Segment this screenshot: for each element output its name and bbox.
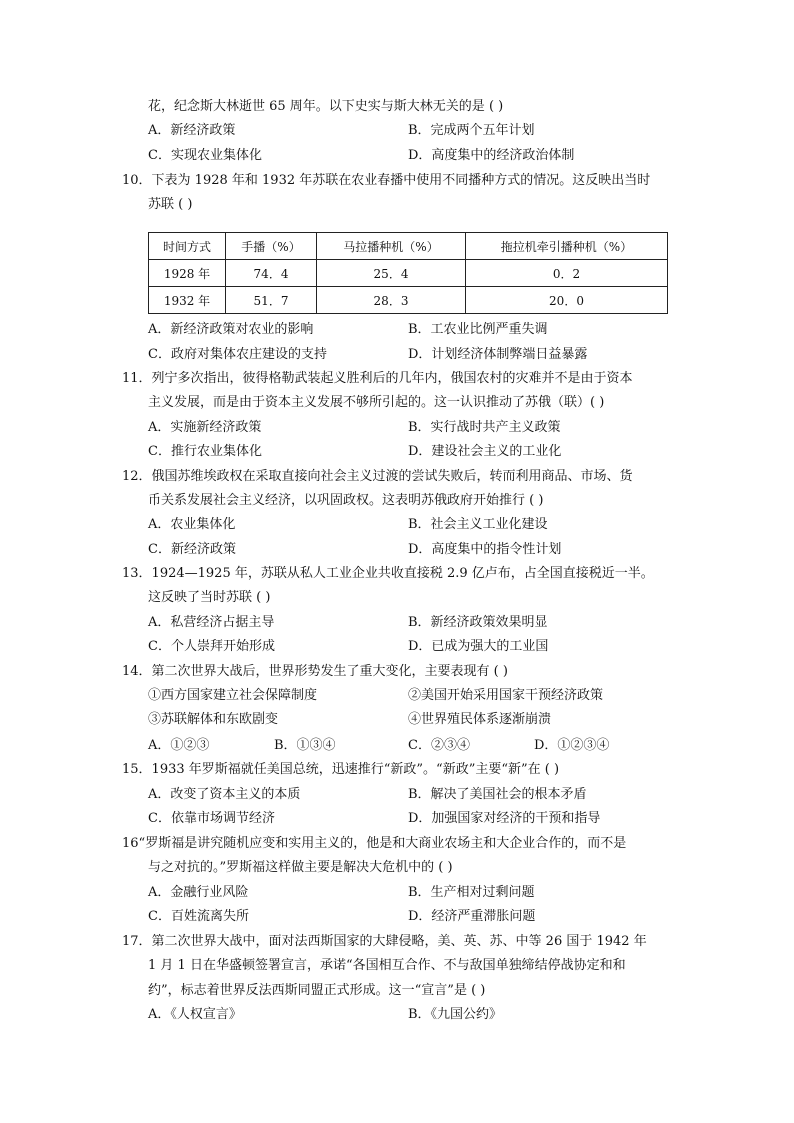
q12-option-b[interactable]: B．社会主义工业化建设 <box>408 517 548 532</box>
q9-option-c[interactable]: C．实现农业集体化 <box>148 148 262 163</box>
q13-option-a[interactable]: A．私营经济占据主导 <box>148 615 275 630</box>
q9-option-b[interactable]: B．完成两个五年计划 <box>408 123 535 138</box>
q17-stem-line2: 1 月 1 日在华盛顿签署宣言，承诺“各国相互合作、不与敌国单独缔结停战协定和和 <box>148 958 626 973</box>
q13-stem-line2: 这反映了当时苏联 ( ) <box>148 590 271 605</box>
q11-option-a[interactable]: A．实施新经济政策 <box>148 420 262 435</box>
table-cell: 1932 年 <box>149 287 226 314</box>
q14-item-1: ①西方国家建立社会保障制度 <box>148 688 318 703</box>
q10-data-table <box>148 232 668 314</box>
table-cell: 28．3 <box>317 287 466 314</box>
table-header-cell: 拖拉机牵引播种机（%） <box>466 233 668 260</box>
q16-stem-line1: 16“罗斯福是讲究随机应变和实用主义的，他是和大商业农场主和大企业合作的，而不是 <box>122 836 627 851</box>
q10-stem-line1: 10．下表为 1928 年和 1932 年苏联在农业春播中使用不同播种方式的情况。这反映出当时 <box>122 173 651 188</box>
q16-stem-line2: 与之对抗的。”罗斯福这样做主要是解决大危机中的 ( ) <box>148 860 453 875</box>
q16-option-c[interactable]: C．百姓流离失所 <box>148 909 249 924</box>
q9-stem: 花，纪念斯大林逝世 65 周年。以下史实与斯大林无关的是 ( ) <box>148 99 504 114</box>
q16-option-a[interactable]: A．金融行业风险 <box>148 885 249 900</box>
q15-option-d[interactable]: D．加强国家对经济的干预和指导 <box>408 811 601 826</box>
table-cell: 0．2 <box>466 260 668 287</box>
q14-stem: 14．第二次世界大战后，世界形势发生了重大变化，主要表现有 ( ) <box>122 664 508 679</box>
q11-option-c[interactable]: C．推行农业集体化 <box>148 444 262 459</box>
q10-option-d[interactable]: D．计划经济体制弊端日益暴露 <box>408 347 588 362</box>
table-header-row <box>149 233 668 260</box>
q15-option-b[interactable]: B．解决了美国社会的根本矛盾 <box>408 787 587 802</box>
q13-option-d[interactable]: D．已成为强大的工业国 <box>408 639 549 654</box>
table-row <box>149 287 668 314</box>
q11-option-b[interactable]: B．实行战时共产主义政策 <box>408 420 561 435</box>
q15-option-c[interactable]: C．依靠市场调节经济 <box>148 811 275 826</box>
q14-option-b[interactable]: B．①③④ <box>274 738 336 753</box>
q12-option-a[interactable]: A．农业集体化 <box>148 517 236 532</box>
q17-option-a[interactable]: A．《人权宣言》 <box>148 1007 242 1022</box>
q10-stem-line2: 苏联 ( ) <box>148 197 193 212</box>
q9-option-a[interactable]: A．新经济政策 <box>148 123 236 138</box>
q14-item-3: ③苏联解体和东欧剧变 <box>148 712 279 727</box>
table-cell: 1928 年 <box>149 260 226 287</box>
q16-option-d[interactable]: D．经济严重滞胀问题 <box>408 909 536 924</box>
table-cell: 25．4 <box>317 260 466 287</box>
q14-option-d[interactable]: D．①②③④ <box>534 738 610 753</box>
q12-stem-line1: 12．俄国苏维埃政权在采取直接向社会主义过渡的尝试失败后，转而利用商品、市场、货 <box>122 469 633 484</box>
q13-stem-line1: 13．1924—1925 年，苏联从私人工业企业共收直接税 2.9 亿卢布，占全国直接税近一半。 <box>122 566 654 581</box>
q13-option-b[interactable]: B．新经济政策效果明显 <box>408 615 548 630</box>
q13-option-c[interactable]: C．个人崇拜开始形成 <box>148 639 275 654</box>
table-row <box>149 260 668 287</box>
q12-stem-line2: 币关系发展社会主义经济，以巩固政权。这表明苏俄政府开始推行 ( ) <box>148 493 544 508</box>
q10-option-a[interactable]: A．新经济政策对农业的影响 <box>148 322 314 337</box>
q17-option-b[interactable]: B．《九国公约》 <box>408 1007 503 1022</box>
table-cell: 51．7 <box>226 287 317 314</box>
q17-stem-line1: 17．第二次世界大战中，面对法西斯国家的大肆侵略，美、英、苏、中等 26 国于 1942 年 <box>122 934 647 949</box>
table-header-cell: 马拉播种机（%） <box>317 233 466 260</box>
q11-stem-line1: 11．列宁多次指出，彼得格勒武装起义胜利后的几年内，俄国农村的灾难并不是由于资本 <box>122 371 633 386</box>
q11-option-d[interactable]: D．建设社会主义的工业化 <box>408 444 562 459</box>
q15-stem: 15．1933 年罗斯福就任美国总统，迅速推行“新政”。“新政”主要“新”在 ( ) <box>122 762 560 777</box>
table-cell: 74．4 <box>226 260 317 287</box>
q14-option-a[interactable]: A．①②③ <box>148 738 210 753</box>
q17-stem-line3: 约”，标志着世界反法西斯同盟正式形成。这一“宣言”是 ( ) <box>148 983 486 998</box>
q15-option-a[interactable]: A．改变了资本主义的本质 <box>148 787 301 802</box>
q10-option-c[interactable]: C．政府对集体农庄建设的支持 <box>148 347 327 362</box>
q14-option-c[interactable]: C．②③④ <box>408 738 470 753</box>
q12-option-d[interactable]: D．高度集中的指令性计划 <box>408 542 562 557</box>
q10-option-b[interactable]: B．工农业比例严重失调 <box>408 322 548 337</box>
q14-item-4: ④世界殖民体系逐渐崩溃 <box>408 712 552 727</box>
q11-stem-line2: 主义发展，而是由于资本主义发展不够所引起的。这一认识推动了苏俄（联）( ) <box>148 395 605 410</box>
table-header-cell: 手播（%） <box>226 233 317 260</box>
table-cell: 20．0 <box>466 287 668 314</box>
q16-option-b[interactable]: B．生产相对过剩问题 <box>408 885 535 900</box>
q12-option-c[interactable]: C．新经济政策 <box>148 542 236 557</box>
q9-option-d[interactable]: D．高度集中的经济政治体制 <box>408 148 575 163</box>
table-header-cell: 时间方式 <box>149 233 226 260</box>
q14-item-2: ②美国开始采用国家干预经济政策 <box>408 688 604 703</box>
